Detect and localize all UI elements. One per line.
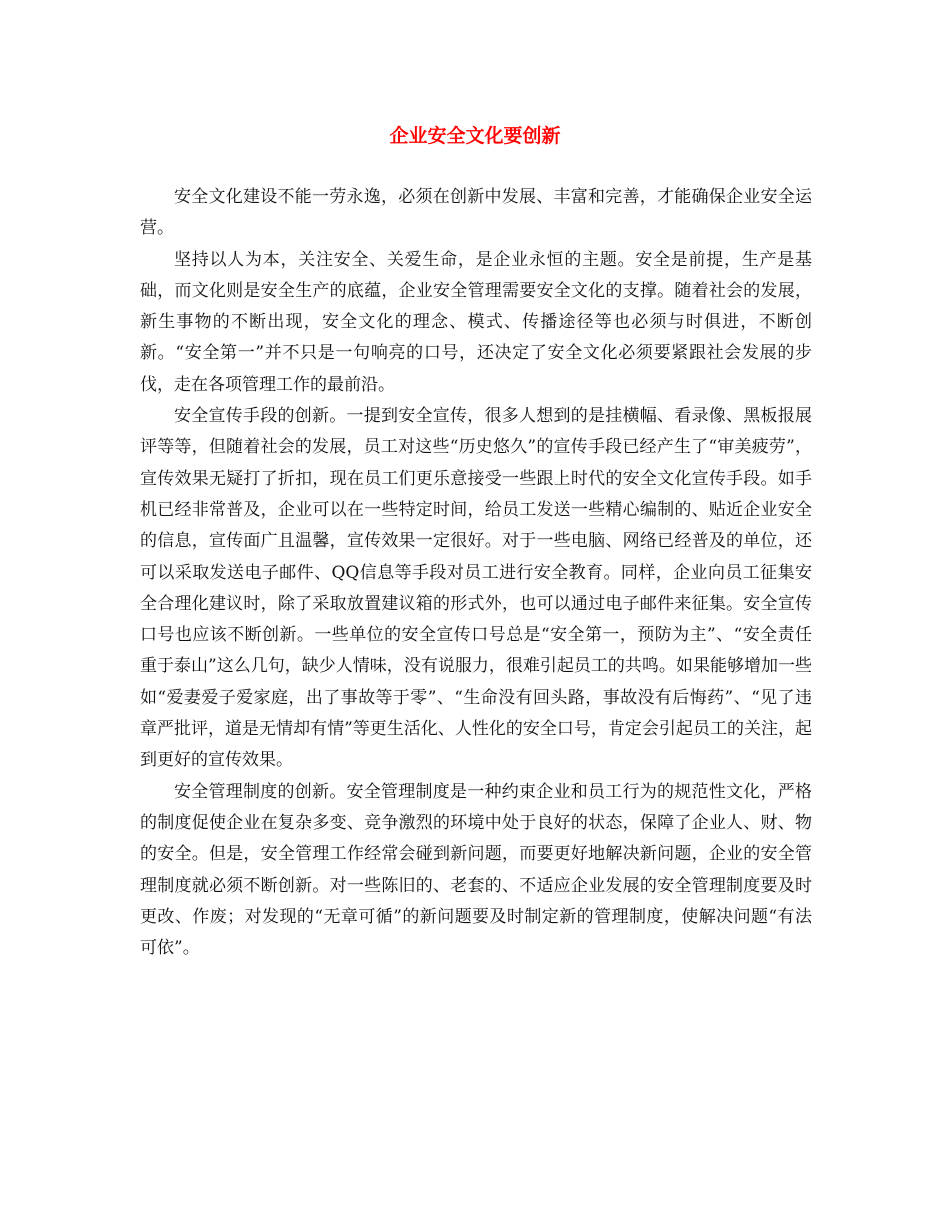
paragraph-publicity-innovation: 安全宣传手段的创新。一提到安全宣传，很多人想到的是挂横幅、看录像、黑板报展评等等，但随着社会的发展，员工对这些“历史悠久”的宣传手段已经产生了“审美疲劳”，宣传效果无疑打了折扣，现在员工们更乐意接受一些跟上时代的安全文化宣传手段。如手机已经非常普及，企业可以在一些特定时间，给员工发送一些精心编制的、贴近企业安全的信息，宣传面广且温馨，宣传效果一定很好。对于一些电脑、网络已经普及的单位，还可以采取发送电子邮件、QQ信息等手段对员工进行安全教育。同样，企业向员工征集安全合理化建议时，除了采取放置建议箱的形式外，也可以通过电子邮件来征集。安全宣传口号也应该不断创新。一些单位的安全宣传口号总是“安全第一，预防为主”、“安全责任重于泰山”这么几句，缺少人情味，没有说服力，很难引起员工的共鸣。如果能够增加一些如“爱妻爱子爱家庭，出了事故等于零”、“生命没有回头路，事故没有后悔药”、“见了违章严批评，道是无情却有情”等更生活化、人性化的安全口号，肯定会引起员工的关注，起到更好的宣传效果。 (140, 406, 812, 771)
paragraph-management-innovation: 安全管理制度的创新。安全管理制度是一种约束企业和员工行为的规范性文化，严格的制度促使企业在复杂多变、竞争激烈的环境中处于良好的状态，保障了企业人、财、物的安全。但是，安全管理工作经常会碰到新问题，而要更好地解决新问题，企业的安全管理制度就必须不断创新。对一些陈旧的、老套的、不适应企业发展的安全管理制度要及时更改、作废；对发现的“无章可循”的新问题要及时制定新的管理制度，使解决问题“有法可依”。 (140, 781, 812, 959)
paragraph-intro: 安全文化建设不能一劳永逸，必须在创新中发展、丰富和完善，才能确保企业安全运营。 (140, 187, 812, 239)
paragraph-people-oriented: 坚持以人为本，关注安全、关爱生命，是企业永恒的主题。安全是前提，生产是基础，而文化则是安全生产的底蕴，企业安全管理需要安全文化的支撑。随着社会的发展，新生事物的不断出现，安全文化的理念、模式、传播途径等也必须与时俱进，不断创新。“安全第一”并不只是一句响亮的口号，还决定了安全文化必须要紧跟社会发展的步伐，走在各项管理工作的最前沿。 (140, 249, 812, 395)
document-body (140, 182, 812, 964)
document-title: 企业安全文化要创新 (389, 125, 561, 147)
